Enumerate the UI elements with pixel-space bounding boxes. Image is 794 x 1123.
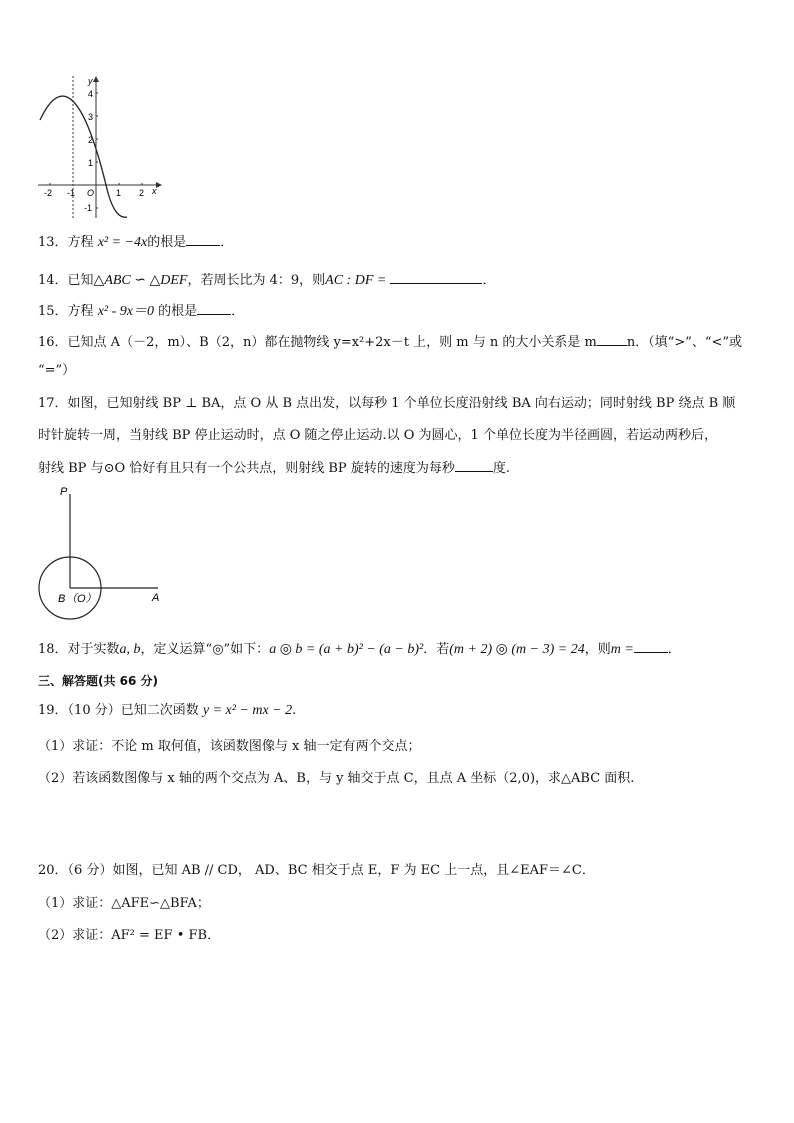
answer-blank-14[interactable]	[390, 271, 482, 284]
section-3-heading: 三、解答题(共 66 分)	[38, 674, 159, 688]
y-tick-2: 2	[88, 135, 94, 145]
x-tick-neg1: -1	[67, 188, 76, 198]
label-b: B	[58, 593, 66, 605]
answer-blank-18[interactable]	[634, 640, 668, 653]
question-17-line-2: 时针旋转一周，当射线 BP 停止运动时，点 O 随之停止运动.以 O 为圆心，1 个单位长度为半径画圆，若运动两秒后，	[38, 428, 717, 443]
y-axis-arrow	[93, 76, 99, 82]
y-axis-label: y	[88, 76, 93, 86]
question-20-part-1: （1）求证：△AFE∽△BFA；	[38, 896, 210, 911]
question-17-line-1: 17．如图，已知射线 BP ⊥ BA，点 O 从 B 点出发，以每秒 1 个单位长度沿射线 BA 向右运动；同时射线 BP 绕点 B 顺	[38, 396, 736, 411]
y-tick-neg1: -1	[84, 203, 93, 213]
question-17-line-3: 射线 BP 与⊙O 恰好有且只有一个公共点，则射线 BP 旋转的速度为每秒 度.	[38, 461, 510, 476]
question-19-head: 19．（10 分）已知二次函数 y = x² − mx − 2.	[38, 703, 297, 718]
y-tick-4: 4	[88, 89, 94, 99]
answer-blank-13[interactable]	[186, 233, 220, 246]
question-15: 15．方程 x² - 9x＝0 的根是 ．	[38, 304, 245, 319]
question-13: 13．方程 x² = −4x的根是 ．	[38, 235, 234, 250]
answer-blank-15[interactable]	[197, 302, 231, 315]
x-tick-neg2: -2	[44, 188, 53, 198]
question-14: 14．已知△ABC ∽ △DEF，若周长比为 4：9，则AC : DF = ．	[38, 273, 496, 288]
figure-17	[34, 482, 174, 627]
question-20-part-2: （2）求证：AF² = EF • FB．	[38, 928, 221, 943]
x-tick-1: 1	[116, 188, 122, 198]
x-axis-label: x	[152, 186, 157, 196]
question-19-part-1: （1）求证：不论 m 取何值，该函数图像与 x 轴一定有两个交点；	[38, 739, 421, 754]
parabola-graph	[34, 72, 164, 222]
parabola-curve	[40, 96, 127, 217]
label-o: （O）	[66, 593, 97, 605]
origin-label: O	[87, 188, 95, 198]
answer-blank-17[interactable]	[455, 459, 493, 472]
x-tick-2: 2	[139, 188, 145, 198]
question-16-line-1: 16．已知点 A（－2，m）、B（2，n）都在抛物线 y=x²+2x－t 上，则 m 与 n 的大小关系是 m n．（填“>”、“<”或	[38, 335, 743, 350]
question-18: 18．对于实数a, b，定义运算“◎”如下：a ◎ b = (a + b)² − (a − b)²．若(m + 2) ◎ (m − 3) = 24，则m = ．	[38, 642, 681, 657]
question-19-part-2: （2）若该函数图像与 x 轴的两个交点为 A、B，与 y 轴交于点 C，且点 A 坐标（2,0)，求△ABC 面积.	[38, 771, 635, 786]
label-p: P	[60, 486, 68, 498]
answer-blank-16[interactable]	[597, 333, 627, 346]
question-20-head: 20．（6 分）如图，已知 AB // CD， AD、BC 相交于点 E，F 为 EC 上一点，且∠EAF＝∠C．	[38, 863, 595, 878]
y-tick-1: 1	[88, 158, 94, 168]
x-axis-arrow	[156, 182, 162, 188]
label-a: A	[152, 592, 160, 604]
question-16-line-2: “=”）	[38, 363, 76, 378]
y-tick-3: 3	[88, 112, 94, 122]
